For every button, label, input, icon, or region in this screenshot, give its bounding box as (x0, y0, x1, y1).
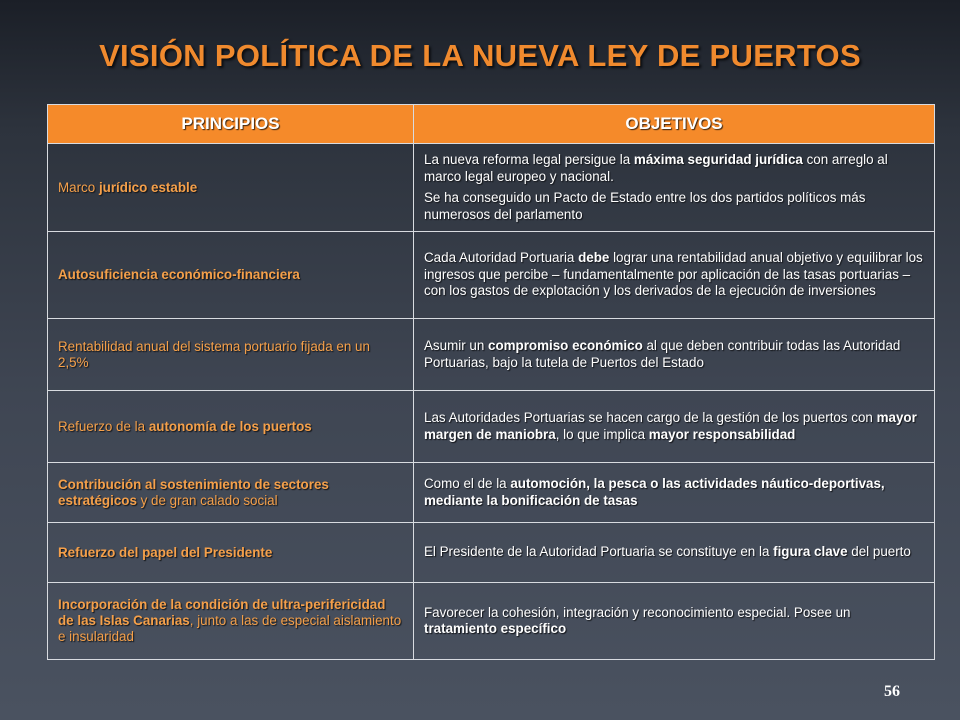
objective-paragraph (424, 152, 924, 185)
objective-text: , lo que implica (555, 426, 649, 442)
table-row (48, 391, 935, 463)
objective-emphasis: automoción, la pesca o las actividades náutico-deportivas, mediante la bonificación de tasas (424, 476, 885, 508)
principle-text: Refuerzo de la (58, 418, 149, 434)
objective-text: Cada Autoridad Portuaria (424, 250, 579, 266)
principle-emphasis: jurídico estable (98, 179, 198, 195)
objective-cell (414, 144, 935, 232)
objective-emphasis: tratamiento específico (424, 621, 567, 636)
principles-objectives-table (47, 104, 935, 660)
table-row (48, 523, 935, 583)
objective-emphasis: mayor responsabilidad (648, 426, 796, 442)
objective-cell (414, 463, 935, 523)
objective-paragraph (424, 476, 924, 509)
objective-text: Asumir un (424, 338, 488, 353)
principle-cell (48, 523, 414, 583)
objective-paragraph (424, 605, 924, 638)
principle-cell (48, 319, 414, 391)
principle-cell (48, 583, 414, 660)
principle-text: y de gran calado social (136, 492, 278, 508)
table-row (48, 232, 935, 319)
objective-emphasis: compromiso económico (488, 338, 643, 353)
slide-title: VISIÓN POLÍTICA DE LA NUEVA LEY DE PUERTOS (99, 38, 861, 73)
objective-cell (414, 583, 935, 660)
objective-cell (414, 523, 935, 583)
principle-text: Marco (58, 179, 99, 195)
objective-emphasis: debe (578, 250, 610, 266)
objective-cell (414, 391, 935, 463)
objective-cell (414, 319, 935, 391)
objective-paragraph: Se ha conseguido un Pacto de Estado entre los dos partidos políticos más numerosos del parlamento (424, 190, 866, 222)
objective-cell (414, 232, 935, 319)
objective-emphasis: mayor margen de maniobra (424, 410, 917, 442)
objective-text: Como el de la (424, 476, 511, 491)
objective-text: La nueva reforma legal persigue la (424, 152, 634, 167)
principle-cell (48, 144, 414, 232)
principle-emphasis: Contribución al sostenimiento de sectores estratégicos (58, 476, 329, 508)
table-row (48, 463, 935, 523)
objective-text: lograr una rentabilidad anual objetivo y equilibrar los ingresos que percibe – fundamentalmente por aplicación de las tasas portuarias – con los gastos de explotación y los derivados de la ejecución de inversiones (424, 250, 923, 299)
column-header-objectives: OBJETIVOS (414, 105, 935, 144)
principle-emphasis: Autosuficiencia económico-financiera (58, 267, 300, 282)
objective-emphasis: máxima seguridad jurídica (633, 152, 803, 167)
objective-text: al que deben contribuir todas las Autoridad Portuarias, bajo la tutela de Puertos del Estado (424, 338, 901, 370)
principle-emphasis: autonomía de los puertos (148, 418, 312, 434)
principle-emphasis: Incorporación de la condición de ultra-perifericidad de las Islas Canarias (58, 597, 386, 628)
table-row (48, 583, 935, 660)
principle-cell (48, 463, 414, 523)
objective-text: del puerto (847, 544, 911, 560)
principle-cell (48, 391, 414, 463)
column-header-principles: PRINCIPIOS (48, 105, 414, 144)
principle-text: , junto a las de especial aislamiento e insularidad (58, 613, 402, 644)
page-number: 56 (884, 683, 900, 700)
table-row (48, 144, 935, 232)
principle-cell (48, 232, 414, 319)
objective-paragraph (424, 338, 924, 371)
objective-text: Favorecer la cohesión, integración y reconocimiento especial. Posee un (424, 604, 851, 620)
objective-text: Las Autoridades Portuarias se hacen cargo de la gestión de los puertos con (424, 410, 877, 425)
objective-paragraph (424, 250, 924, 300)
objective-text: El Presidente de la Autoridad Portuaria se constituye en la (424, 544, 774, 560)
table-header-row (48, 105, 935, 144)
table-row (48, 319, 935, 391)
objective-emphasis: figura clave (773, 544, 848, 560)
objective-paragraph (424, 410, 924, 443)
objective-text: con arreglo al marco legal europeo y nacional. (424, 152, 888, 184)
principle-text: Rentabilidad anual del sistema portuario fijada en un 2,5% (58, 338, 370, 370)
principle-emphasis: Refuerzo del papel del Presidente (58, 544, 273, 560)
objective-paragraph (424, 544, 924, 561)
